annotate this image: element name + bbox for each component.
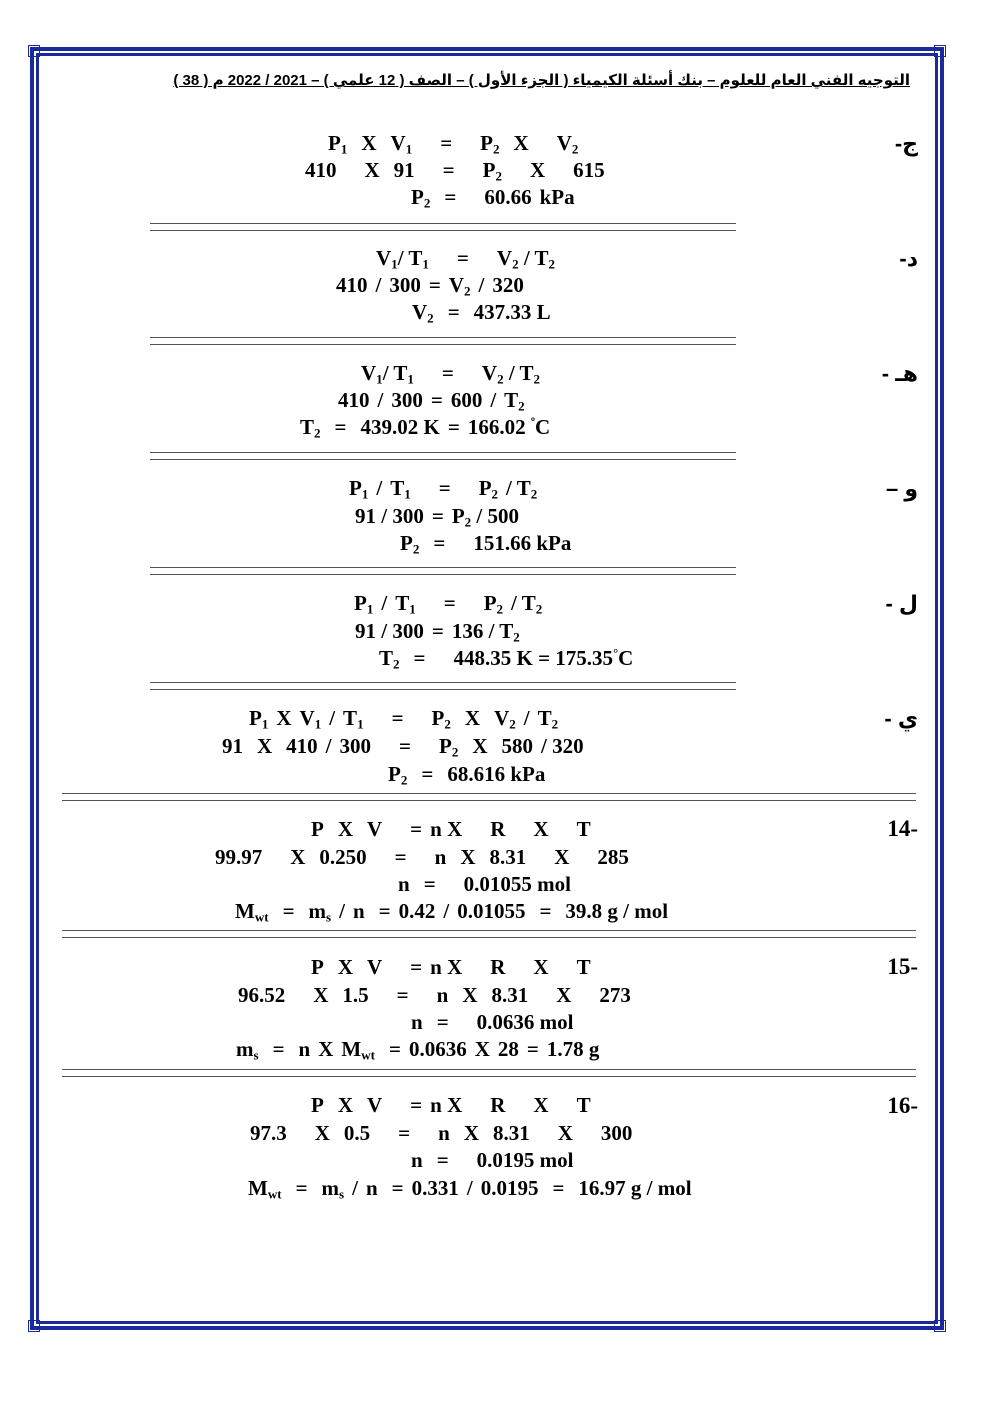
result-line: $V_2 = 437.33$ L <box>412 300 551 326</box>
equation-line: $P_1$ X $V_1 = P_2$ X $V_2$ <box>328 131 579 157</box>
frame-corner <box>28 45 40 57</box>
result-line: n = 0.0636 mol <box>411 1010 574 1034</box>
section-label: ي - <box>884 706 918 731</box>
result-line: $M_{wt} = m_s / n = 0.42 / 0.01055 = 39.8$ g / mol <box>235 899 669 925</box>
frame-corner <box>934 45 946 57</box>
result-line: n = 0.01055 mol <box>398 872 571 896</box>
result-line: $M_{wt} = m_s / n = 0.331 / 0.0195 = 16.97$ g / mol <box>248 1176 692 1202</box>
result-line: $P_2 = 151.66$ kPa <box>400 531 572 557</box>
equation-line: $91 / 300 = 136 / T_2$ <box>355 619 520 645</box>
result-line: $T_2 = 448.35$ K = 175.35°C <box>379 646 634 672</box>
separator-line <box>62 1069 916 1077</box>
equation-line: $410 / 300 = V_2 / 320$ <box>336 273 524 299</box>
equation-line: 97.3 X 0.5 = n X 8.31 X 300 <box>250 1121 633 1145</box>
equation-line: P X V = n X R X T <box>311 817 591 841</box>
separator-line <box>150 567 736 575</box>
separator-line <box>150 682 736 690</box>
separator-line <box>150 223 736 231</box>
equation-line: $V_1/$ $T_1 = V_2 / T_2$ <box>376 246 556 272</box>
section-label: ج- <box>894 131 918 156</box>
question-number: 15- <box>887 954 918 979</box>
equation-line: 99.97 X 0.250 = n X 8.31 X 285 <box>215 845 629 869</box>
section-label: هـ - <box>881 361 918 386</box>
equation-line: P X V = n X R X T <box>311 1093 591 1117</box>
page-header: التوجيه الفني العام للعلوم – بنك أسئلة الكيمياء ( الجزء الأول ) – الصف ( 12 علمي ) – 2021 / 2022 م ( 38 ) <box>173 72 910 89</box>
frame-corner <box>934 1320 946 1332</box>
equation-line: 410 X $91 = P_2$ X 615 <box>305 158 605 184</box>
equation-line: P X V = n X R X T <box>311 955 591 979</box>
frame-corner <box>28 1320 40 1332</box>
equation-line: 91 X $410 / 300 = P_2$ X 580 / 320 <box>222 734 584 760</box>
equation-line: $P_1 / T_1 = P_2 / T_2$ <box>354 591 543 617</box>
equation-line: $410 / 300 = 600 / T_2$ <box>338 388 525 414</box>
separator-line <box>62 793 916 801</box>
result-line: $m_s = n$ X $M_{wt} = 0.0636$ X 28 = 1.78 g <box>236 1037 600 1063</box>
section-label: و – <box>885 476 918 501</box>
separator-line <box>150 452 736 460</box>
question-number: 14- <box>887 816 918 841</box>
result-line: $P_2 = 68.616$ kPa <box>388 762 546 788</box>
equation-line: $V_1/$ $T_1 = V_2 / T_2$ <box>361 361 541 387</box>
separator-line <box>62 930 916 938</box>
equation-line: $91 / 300 = P_2 / 500$ <box>355 504 519 530</box>
result-line: $T_2 = 439.02$ K = 166.02 $^º$C <box>300 415 551 441</box>
equation-line: $P_1 / T_1 = P_2 / T_2$ <box>349 476 538 502</box>
section-label: د- <box>899 246 918 271</box>
section-label: ل - <box>885 591 918 616</box>
result-line: n = 0.0195 mol <box>411 1148 574 1172</box>
separator-line <box>150 337 736 345</box>
equation-line: 96.52 X 1.5 = n X 8.31 X 273 <box>238 983 631 1007</box>
equation-line: $P_1$ X $V_1 / T_1 = P_2$ X $V_2 / T_2$ <box>249 706 559 732</box>
question-number: 16- <box>887 1093 918 1118</box>
result-line: $P_2 = 60.66$ kPa <box>411 185 575 211</box>
